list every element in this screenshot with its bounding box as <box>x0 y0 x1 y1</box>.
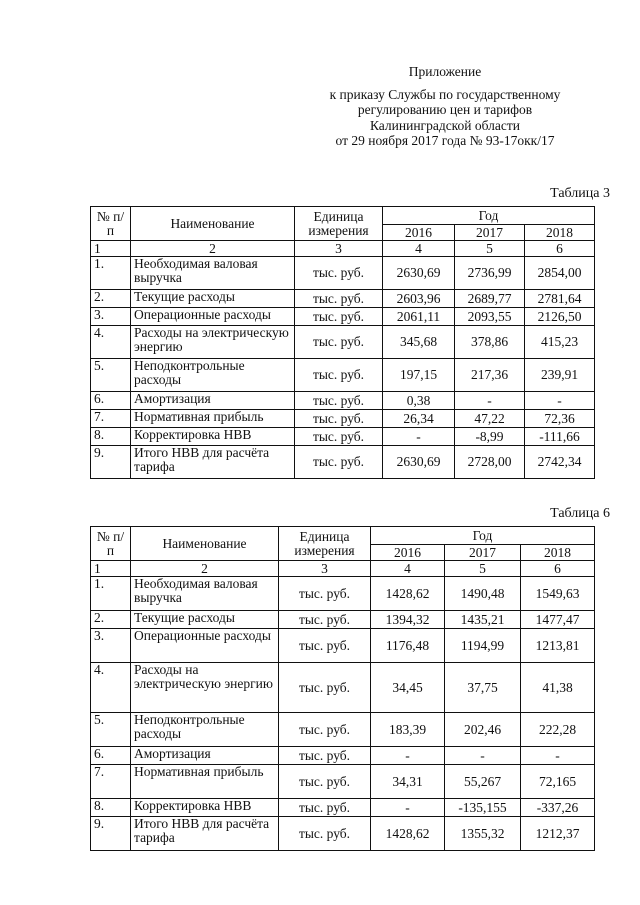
column-index: 6 <box>521 561 595 577</box>
value-2017: 1194,99 <box>445 629 521 663</box>
row-unit: тыс. руб. <box>279 611 371 629</box>
value-2018: 2781,64 <box>525 290 595 308</box>
name-header: Наименование <box>131 527 279 561</box>
table-row <box>91 290 595 308</box>
row-unit: тыс. руб. <box>279 799 371 817</box>
value-2016: - <box>371 799 445 817</box>
value-2016: 0,38 <box>383 392 455 410</box>
table-row <box>91 410 595 428</box>
row-unit: тыс. руб. <box>295 392 383 410</box>
value-2016: 34,45 <box>371 663 445 713</box>
header-row <box>91 207 595 225</box>
row-number: 8. <box>91 428 131 446</box>
column-index: 1 <box>91 561 131 577</box>
value-2018: 2742,34 <box>525 446 595 479</box>
value-2018: -337,26 <box>521 799 595 817</box>
column-index: 4 <box>371 561 445 577</box>
row-name: Необходимая валовая выручка <box>131 257 295 290</box>
table-row <box>91 446 595 479</box>
row-unit: тыс. руб. <box>295 290 383 308</box>
table-3 <box>90 206 595 479</box>
year-2018-header: 2018 <box>521 545 595 561</box>
year-header: Год <box>383 207 595 225</box>
header-line: к приказу Службы по государственному <box>329 86 561 102</box>
row-number: 2. <box>91 611 131 629</box>
year-2017-header: 2017 <box>455 225 525 241</box>
row-name: Корректировка НВВ <box>131 428 295 446</box>
value-2016: - <box>383 428 455 446</box>
num-header: № п/п <box>91 527 131 561</box>
value-2018: 415,23 <box>525 326 595 359</box>
value-2016: 26,34 <box>383 410 455 428</box>
table-row <box>91 577 595 611</box>
value-2016: - <box>371 747 445 765</box>
value-2016: 1428,62 <box>371 817 445 851</box>
table-row <box>91 308 595 326</box>
header-row <box>91 527 595 545</box>
row-number: 3. <box>91 629 131 663</box>
name-header: Наименование <box>131 207 295 241</box>
row-unit: тыс. руб. <box>295 410 383 428</box>
row-number: 9. <box>91 446 131 479</box>
row-number: 4. <box>91 326 131 359</box>
index-row <box>91 561 595 577</box>
row-number: 3. <box>91 308 131 326</box>
row-name: Текущие расходы <box>131 611 279 629</box>
year-2016-header: 2016 <box>371 545 445 561</box>
row-name: Корректировка НВВ <box>131 799 279 817</box>
value-2016: 183,39 <box>371 713 445 747</box>
value-2018: - <box>521 747 595 765</box>
value-2016: 34,31 <box>371 765 445 799</box>
value-2018: 1549,63 <box>521 577 595 611</box>
column-index: 5 <box>455 241 525 257</box>
unit-header: Единица измерения <box>295 207 383 241</box>
value-2016: 2603,96 <box>383 290 455 308</box>
value-2017: 55,267 <box>445 765 521 799</box>
column-index: 4 <box>383 241 455 257</box>
row-unit: тыс. руб. <box>279 817 371 851</box>
row-name: Расходы на электрическую энергию <box>131 326 295 359</box>
value-2017: -135,155 <box>445 799 521 817</box>
table-6 <box>90 526 595 851</box>
row-name: Амортизация <box>131 392 295 410</box>
column-index: 2 <box>131 241 295 257</box>
row-unit: тыс. руб. <box>279 629 371 663</box>
row-name: Нормативная прибыль <box>131 765 279 799</box>
table-row <box>91 392 595 410</box>
row-unit: тыс. руб. <box>279 765 371 799</box>
column-index: 3 <box>279 561 371 577</box>
value-2017: 1435,21 <box>445 611 521 629</box>
header-line: регулированию цен и тарифов <box>357 102 533 117</box>
row-number: 5. <box>91 713 131 747</box>
value-2018: -111,66 <box>525 428 595 446</box>
row-name: Необходимая валовая выручка <box>131 577 279 611</box>
column-index: 2 <box>131 561 279 577</box>
row-unit: тыс. руб. <box>279 663 371 713</box>
row-number: 7. <box>91 410 131 428</box>
value-2018: 2126,50 <box>525 308 595 326</box>
unit-header: Единица измерения <box>279 527 371 561</box>
value-2018: 1477,47 <box>521 611 595 629</box>
value-2017: 2728,00 <box>455 446 525 479</box>
row-unit: тыс. руб. <box>279 577 371 611</box>
value-2018: 1213,81 <box>521 629 595 663</box>
value-2017: 217,36 <box>455 359 525 392</box>
row-unit: тыс. руб. <box>295 257 383 290</box>
header-line: Калининградской области <box>369 117 521 133</box>
value-2017: 47,22 <box>455 410 525 428</box>
value-2018: 72,165 <box>521 765 595 799</box>
row-number: 2. <box>91 290 131 308</box>
row-unit: тыс. руб. <box>295 308 383 326</box>
row-name: Итого НВВ для расчёта тарифа <box>131 817 279 851</box>
column-index: 5 <box>445 561 521 577</box>
table-row <box>91 257 595 290</box>
value-2017: - <box>455 392 525 410</box>
value-2018: - <box>525 392 595 410</box>
num-header: № п/п <box>91 207 131 241</box>
row-unit: тыс. руб. <box>279 747 371 765</box>
row-name: Неподконтрольные расходы <box>131 359 295 392</box>
row-unit: тыс. руб. <box>295 326 383 359</box>
table-row <box>91 359 595 392</box>
row-name: Операционные расходы <box>131 308 295 326</box>
value-2017: 378,86 <box>455 326 525 359</box>
table-row <box>91 765 595 799</box>
value-2016: 2630,69 <box>383 257 455 290</box>
value-2018: 222,28 <box>521 713 595 747</box>
year-2018-header: 2018 <box>525 225 595 241</box>
value-2017: 1355,32 <box>445 817 521 851</box>
row-number: 8. <box>91 799 131 817</box>
value-2018: 1212,37 <box>521 817 595 851</box>
row-name: Амортизация <box>131 747 279 765</box>
value-2018: 41,38 <box>521 663 595 713</box>
row-number: 1. <box>91 577 131 611</box>
year-header: Год <box>371 527 595 545</box>
index-row <box>91 241 595 257</box>
value-2016: 1394,32 <box>371 611 445 629</box>
table-row <box>91 428 595 446</box>
value-2017: 202,46 <box>445 713 521 747</box>
column-index: 1 <box>91 241 131 257</box>
column-index: 6 <box>525 241 595 257</box>
header-line: от 29 ноября 2017 года № 93-17окк/17 <box>335 133 555 148</box>
value-2018: 239,91 <box>525 359 595 392</box>
value-2017: 2689,77 <box>455 290 525 308</box>
header-title: Приложение <box>408 64 482 79</box>
table-row <box>91 713 595 747</box>
value-2018: 72,36 <box>525 410 595 428</box>
value-2016: 1176,48 <box>371 629 445 663</box>
table-row <box>91 799 595 817</box>
row-name: Текущие расходы <box>131 290 295 308</box>
column-index: 3 <box>295 241 383 257</box>
year-2016-header: 2016 <box>383 225 455 241</box>
table-row <box>91 629 595 663</box>
row-name: Неподконтрольные расходы <box>131 713 279 747</box>
row-number: 9. <box>91 817 131 851</box>
row-unit: тыс. руб. <box>295 359 383 392</box>
row-name: Итого НВВ для расчёта тарифа <box>131 446 295 479</box>
table6-caption: Таблица 6 <box>550 506 610 521</box>
row-number: 6. <box>91 392 131 410</box>
table3-caption: Таблица 3 <box>550 186 610 201</box>
row-name: Расходы на электрическую энергию <box>131 663 279 713</box>
value-2016: 1428,62 <box>371 577 445 611</box>
value-2017: 2736,99 <box>455 257 525 290</box>
value-2017: 2093,55 <box>455 308 525 326</box>
row-unit: тыс. руб. <box>295 446 383 479</box>
value-2018: 2854,00 <box>525 257 595 290</box>
table-row <box>91 747 595 765</box>
row-unit: тыс. руб. <box>279 713 371 747</box>
value-2017: - <box>445 747 521 765</box>
table-row <box>91 663 595 713</box>
table-row <box>91 326 595 359</box>
table-row <box>91 817 595 851</box>
value-2016: 2061,11 <box>383 308 455 326</box>
row-number: 7. <box>91 765 131 799</box>
value-2016: 197,15 <box>383 359 455 392</box>
row-number: 4. <box>91 663 131 713</box>
row-name: Нормативная прибыль <box>131 410 295 428</box>
row-number: 5. <box>91 359 131 392</box>
value-2016: 345,68 <box>383 326 455 359</box>
value-2017: 37,75 <box>445 663 521 713</box>
row-number: 6. <box>91 747 131 765</box>
year-2017-header: 2017 <box>445 545 521 561</box>
value-2016: 2630,69 <box>383 446 455 479</box>
row-name: Операционные расходы <box>131 629 279 663</box>
row-number: 1. <box>91 257 131 290</box>
document-header <box>300 64 590 149</box>
value-2017: -8,99 <box>455 428 525 446</box>
table-row <box>91 611 595 629</box>
value-2017: 1490,48 <box>445 577 521 611</box>
row-unit: тыс. руб. <box>295 428 383 446</box>
